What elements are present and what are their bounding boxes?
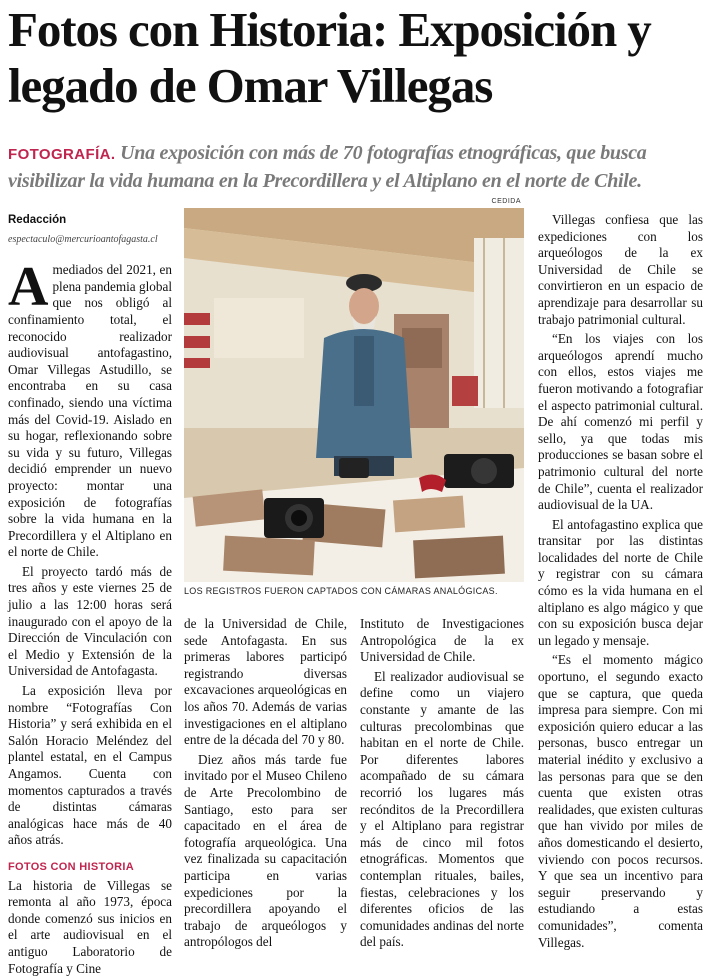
- paragraph: La exposición lleva por nombre “Fotografías Con Historia” y será exhibida en el Salón Horacio Meléndez del plantel estatal, en el Campus Angamos. Cuenta con momentos capturados a través de distintas cámaras analógicas hace más de 40 años atrás.: [8, 683, 172, 848]
- column-1: [8, 212, 172, 980]
- paragraph: La historia de Villegas se remonta al año 1973, época donde comenzó sus inicios en el arte audiovisual en el antiguo Laboratorio de Fotografía y Cine: [8, 877, 172, 976]
- author-email[interactable]: espectaculo@mercurioantofagasta.cl: [8, 233, 158, 245]
- column-4: [538, 212, 703, 954]
- paragraph: “En los viajes con los arqueólogos aprendí mucho con ellos, estos viajes me fueron motivando a fotografiar el aspecto patrimonial cultural. De ahí comenzó mi perfil y sello, ya que todas mis producciones se basan sobre el patrimonio cultural del norte de Chile”, cuenta el realizador audiovisual de la UA.: [538, 331, 703, 513]
- byline: Redacción: [8, 214, 67, 226]
- photo-illustration: [184, 208, 524, 582]
- deck: [8, 140, 708, 194]
- paragraph: El realizador audiovisual se define como un viajero constante y amante de las culturas precolombinas que habitan en el norte de Chile. Por diferentes labores acompañado de su cámara recorrió los lugares más recónditos de la Precordillera y el Altiplano para registrar más de cinco mil fotos etnográficas. Momentos que contemplan rituales, bailes, fiestas, celebraciones y los diferentes oficios de las comunidades andinas del norte del país.: [360, 668, 524, 950]
- column-3: [360, 616, 524, 954]
- deck-kicker: FOTOGRAFÍA.: [8, 146, 116, 163]
- column-2: [184, 616, 347, 954]
- photo-credit: CEDIDA: [491, 198, 521, 205]
- paragraph: “Es el momento mágico oportuno, el segundo exacto que se captura, que queda impresa para siempre. Con mi exposición quiero educar a las personas, busco entregar un material inédito y exclusivo a las personas para que se den cuenta que existen otras realidades, que existen culturas que han vivido por miles de años domesticando el desierto, viviendo con pocos recursos. Y que sea un incentivo para seguir preservando y estudiando a estas comunidades”, comenta Villegas.: [538, 652, 703, 950]
- paragraph: El antofagastino explica que transitar por las distintas localidades del norte de Chile y registrar con su cámara cómo es la vida humana en el altiplano es algo mágico y que con su exposición busca dejar un legado y mensaje.: [538, 516, 703, 648]
- paragraph: Diez años más tarde fue invitado por el Museo Chileno de Arte Precolombino de Santiago, esto para ser capacitado en el área de fotografía arqueológica. Una vez finalizada su capacitación participa en varias expediciones por la precordillera apoyando el trabajo de arqueólogos y antropólogos del: [184, 751, 347, 950]
- paragraph: Villegas confiesa que las expediciones con los arqueólogos de la ex Universidad de Chile se convirtieron en un espacio de aprendizaje para desarrollar su trabajo patrimonial cultural.: [538, 212, 703, 327]
- article-photo: [184, 208, 524, 582]
- photo-caption: LOS REGISTROS FUERON CAPTADOS CON CÁMARAS ANALÓGICAS.: [184, 586, 498, 596]
- deck-text: Una exposición con más de 70 fotografías etnográficas, que busca visibilizar la vida humana en la Precordillera y el Altiplano en el norte de Chile.: [8, 142, 647, 192]
- paragraph: Amediados del 2021, en plena pandemia global que nos obligó al confinamiento total, el reconocido realizador audiovisual antofagastino, Omar Villegas Astudillo, se encontraba en su casa confinado, siendo una víctima más del Covid-19. Aislado en su hogar, reflexionando sobre su vida y su futuro, Villegas decidió emprender un nuevo proyecto: montar una exposición de fotografías sobre la vida humana en la Precordillera y el Altiplano en el norte de Chile.: [8, 256, 172, 560]
- drop-cap: A: [8, 256, 49, 319]
- paragraph: El proyecto tardó más de tres años y este viernes 25 de julio a las 12:00 horas será inaugurado con el apoyo de la Dirección de Vinculación con el Medio y Extensión de la Universidad de Antofagasta.: [8, 563, 172, 679]
- subhead: FOTOS CON HISTORIA: [8, 860, 135, 873]
- paragraph: Instituto de Investigaciones Antropológica de la ex Universidad de Chile.: [360, 616, 524, 665]
- headline: Fotos con Historia: Exposición y legado de Omar Villegas: [8, 2, 651, 113]
- paragraph: de la Universidad de Chile, sede Antofagasta. En sus primeras labores participó registrando diversas excavaciones arqueológicas en los años 70. Además de varias investigaciones en el altiplano entre de la década del 70 y 80.: [184, 616, 347, 748]
